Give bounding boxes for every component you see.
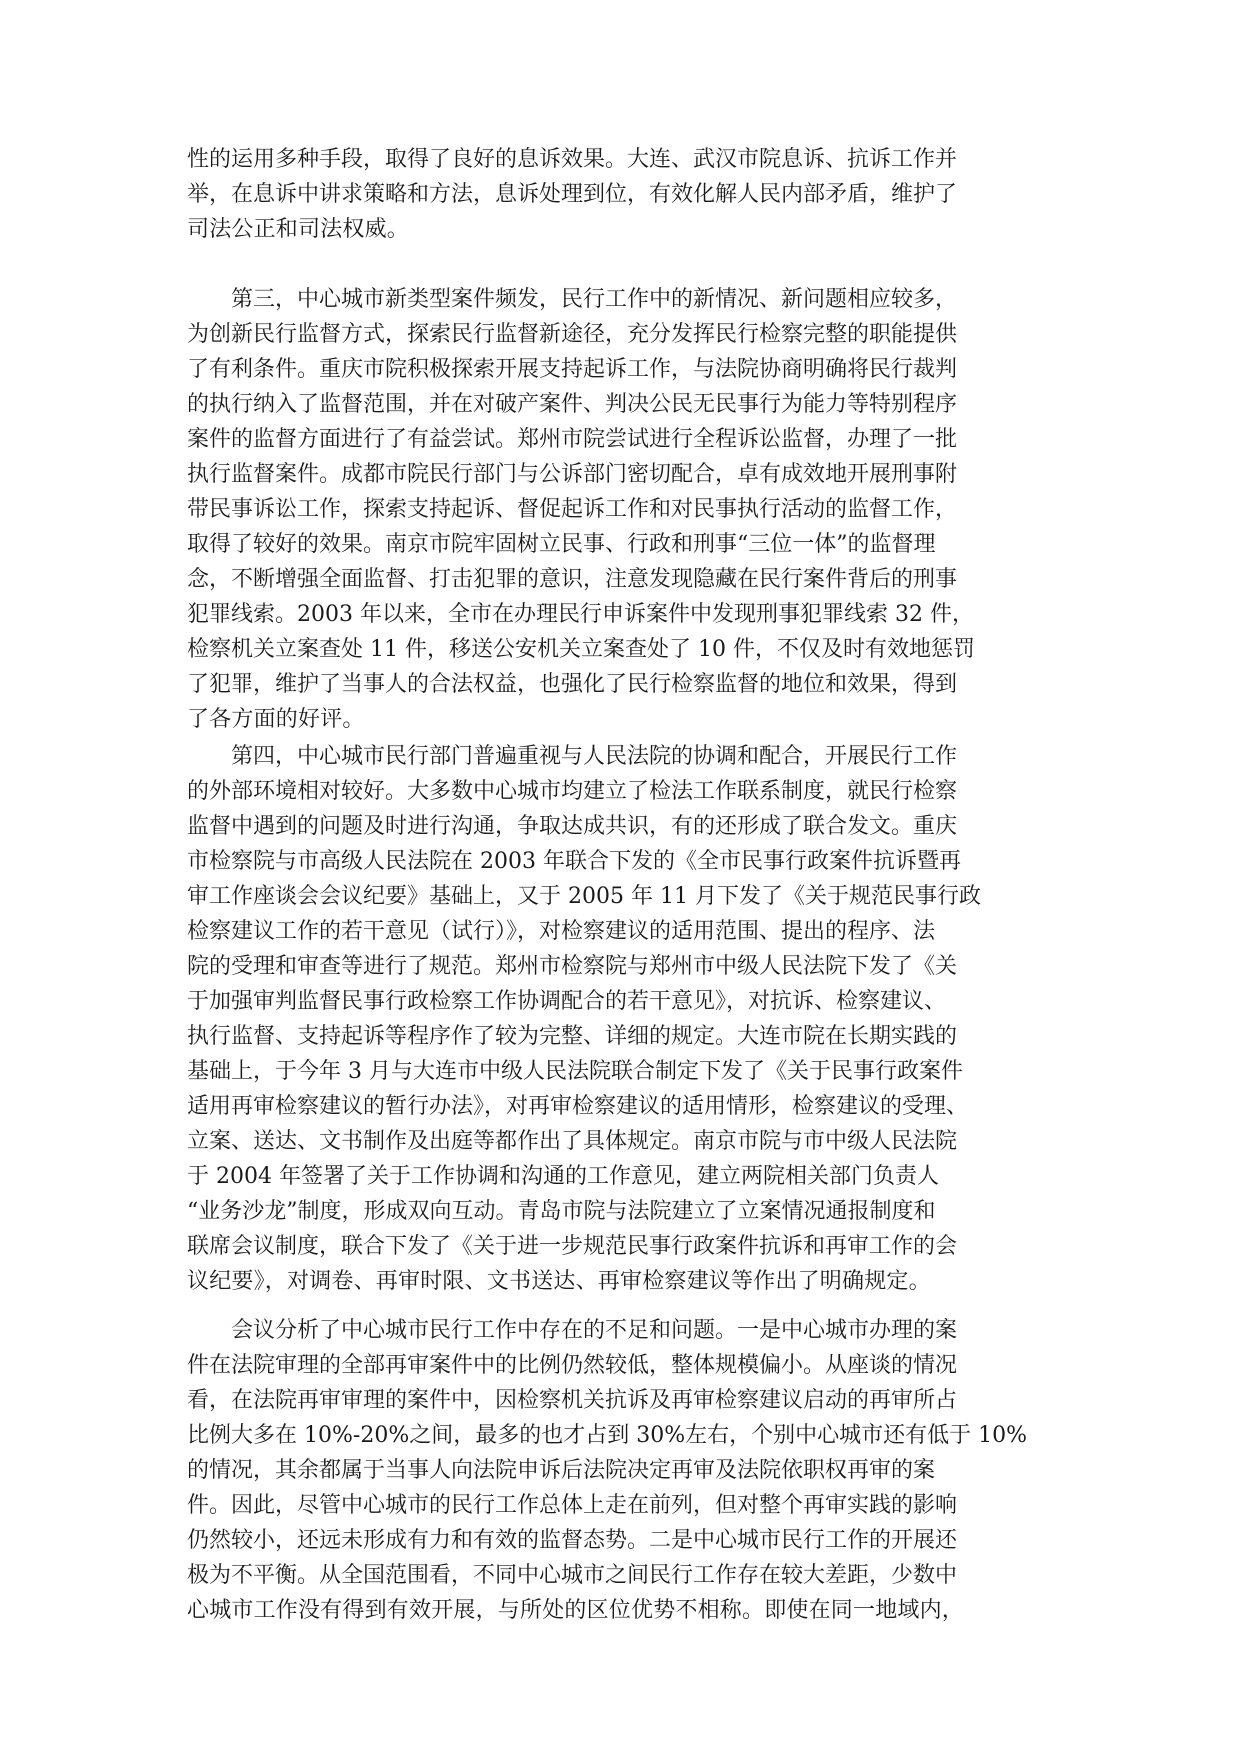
text-line: 于 2004 年签署了关于工作协调和沟通的工作意见，建立两院相关部门负责人 [187,1164,939,1189]
text-line: 联席会议制度，联合下发了《关于进一步规范民事行政案件抗诉和再审工作的会 [187,1234,958,1259]
text-line: 第四，中心城市民行部门普遍重视与人民法院的协调和配合，开展民行工作 [187,744,958,769]
text-line: 性的运用多种手段，取得了良好的息诉效果。大连、武汉市院息诉、抗诉工作并 [187,147,958,172]
text-line: 了犯罪，维护了当事人的合法权益，也强化了民行检察监督的地位和效果，得到 [187,672,958,697]
text-line: 立案、送达、文书制作及出庭等都作出了具体规定。南京市院与市中级人民法院 [187,1129,958,1154]
text-line: 于加强审判监督民事行政检察工作协调配合的若干意见》，对抗诉、检察建议、 [187,989,947,1014]
text-line: 议纪要》，对调卷、再审时限、文书送达、再审检察建议等作出了明确规定。 [187,1269,931,1294]
text-line: 司法公正和司法权威。 [187,217,410,242]
text-line: 检察建议工作的若干意见（试行）》，对检察建议的适用范围、提出的程序、法 [187,919,936,944]
text-line: 比例大多在 10%-20%之间，最多的也才占到 30%左右，个别中心城市还有低于 10% [187,1423,1028,1448]
text-line: “业务沙龙”制度，形成双向互动。青岛市院与法院建立了立案情况通报制度和 [187,1199,936,1224]
paragraph-2 [187,282,1047,737]
text-line: 执行监督案件。成都市院民行部门与公诉部门密切配合，卓有成效地开展刑事附 [187,462,958,487]
text-line: 审工作座谈会会议纪要》基础上，又于 2005 年 11 月下发了《关于规范民事行政 [187,884,981,909]
text-line: 为创新民行监督方式，探索民行监督新途径，充分发挥民行检察完整的职能提供 [187,322,958,347]
text-line: 案件的监督方面进行了有益尝试。郑州市院尝试进行全程诉讼监督，办理了一批 [187,427,958,452]
text-line: 的情况，其余都属于当事人向法院申诉后法院决定再审及法院依职权再审的案 [187,1458,936,1483]
text-line: 心城市工作没有得到有效开展，与所处的区位优势不相称。即使在同一地域内， [187,1598,965,1623]
text-line: 犯罪线索。2003 年以来，全市在办理民行申诉案件中发现刑事犯罪线索 32 件， [187,602,974,627]
paragraph-3 [187,739,1047,1299]
text-line: 取得了较好的效果。南京市院牢固树立民事、行政和刑事“三位一体”的监督理 [187,532,936,557]
text-line: 举，在息诉中讲求策略和方法，息诉处理到位，有效化解人民内部矛盾，维护了 [187,182,958,207]
text-line: 的外部环境相对较好。大多数中心城市均建立了检法工作联系制度，就民行检察 [187,779,958,804]
text-line: 检察机关立案查处 11 件，移送公安机关立案查处了 10 件，不仅及时有效地惩罚 [187,637,975,662]
text-line: 了各方面的好评。 [187,707,365,732]
text-line: 件在法院审理的全部再审案件中的比例仍然较低，整体规模偏小。从座谈的情况 [187,1353,958,1378]
text-line: 念，不断增强全面监督、打击犯罪的意识，注意发现隐藏在民行案件背后的刑事 [187,567,958,592]
text-line: 第三，中心城市新类型案件频发，民行工作中的新情况、新问题相应较多， [187,287,958,312]
paragraph-1 [187,142,1047,247]
text-line: 会议分析了中心城市民行工作中存在的不足和问题。一是中心城市办理的案 [187,1318,958,1343]
text-line: 看，在法院再审审理的案件中，因检察机关抗诉及再审检察建议启动的再审所占 [187,1388,958,1413]
text-line: 适用再审检察建议的暂行办法》，对再审检察建议的适用情形，检察建议的受理、 [187,1094,969,1119]
text-line: 极为不平衡。从全国范围看，不同中心城市之间民行工作存在较大差距，少数中 [187,1563,958,1588]
text-line: 的执行纳入了监督范围，并在对破产案件、判决公民无民事行为能力等特别程序 [187,392,958,417]
paragraph-4 [187,1313,1047,1628]
text-line: 带民事诉讼工作，探索支持起诉、督促起诉工作和对民事执行活动的监督工作， [187,497,958,522]
text-line: 监督中遇到的问题及时进行沟通，争取达成共识，有的还形成了联合发文。重庆 [187,814,958,839]
text-line: 执行监督、支持起诉等程序作了较为完整、详细的规定。大连市院在长期实践的 [187,1024,958,1049]
text-line: 仍然较小，还远未形成有力和有效的监督态势。二是中心城市民行工作的开展还 [187,1528,958,1553]
text-line: 件。因此，尽管中心城市的民行工作总体上走在前列，但对整个再审实践的影响 [187,1493,958,1518]
text-line: 市检察院与市高级人民法院在 2003 年联合下发的《全市民事行政案件抗诉暨再 [187,849,961,874]
text-line: 了有利条件。重庆市院积极探索开展支持起诉工作，与法院协商明确将民行裁判 [187,357,958,382]
text-line: 院的受理和审查等进行了规范。郑州市检察院与郑州市中级人民法院下发了《关 [187,954,958,979]
text-line: 基础上，于今年 3 月与大连市中级人民法院联合制定下发了《关于民事行政案件 [187,1059,963,1084]
